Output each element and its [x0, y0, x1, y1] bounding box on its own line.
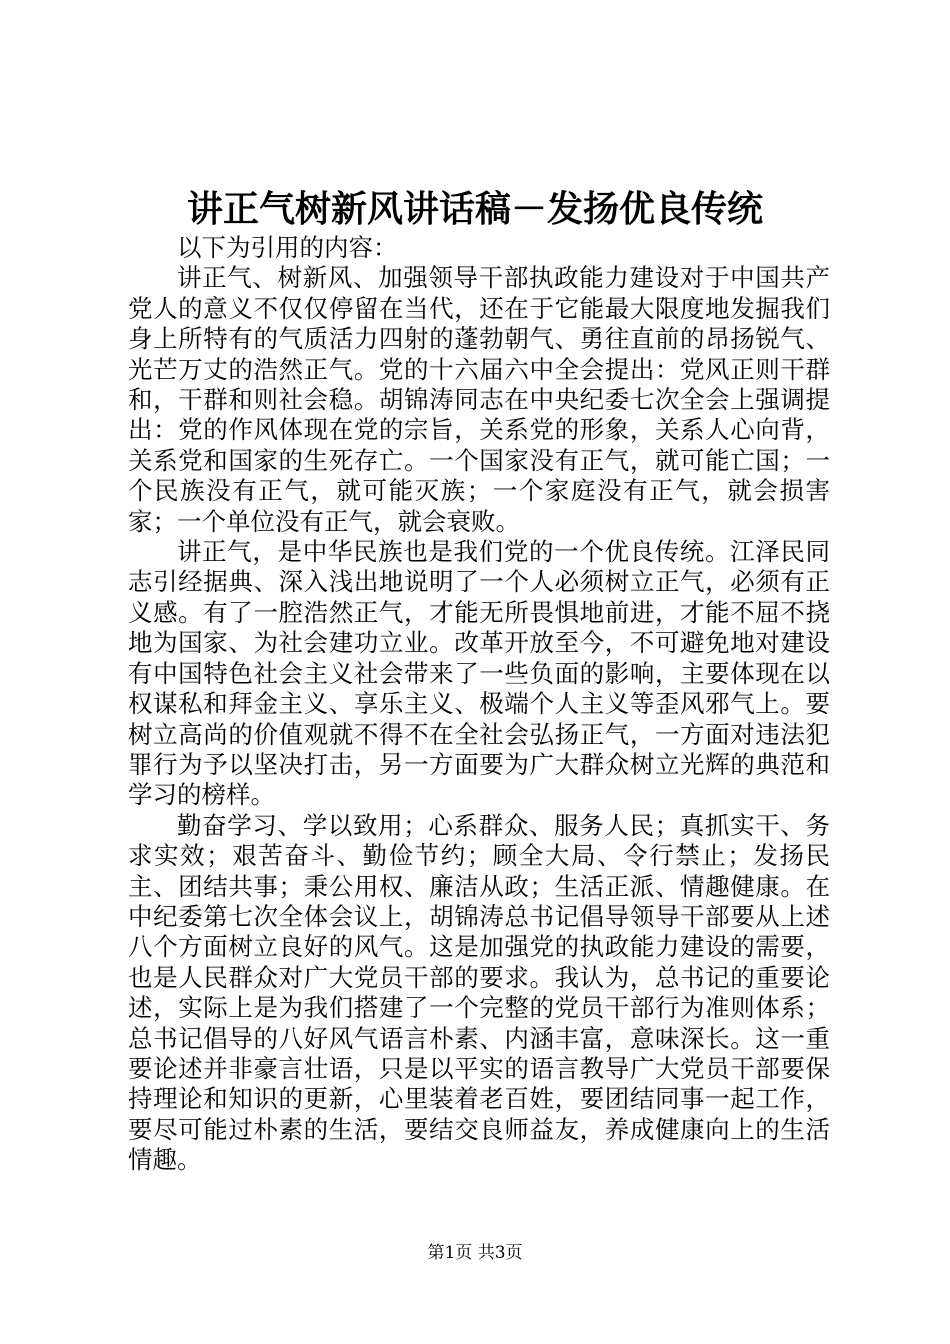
body-paragraph-2: 讲正气，是中华民族也是我们党的一个优良传统。江泽民同志引经据典、深入浅出地说明了一个人必须树立正气，必须有正义感。有了一腔浩然正气，才能无所畏惧地前进，才能不屈不挠地为国家、为社会建功立业。改革开放至今，不可避免地对建设有中国特色社会主义社会带来了一些负面的影响，主要体现在以权谋私和拜金主义、享乐主义、极端个人主义等歪风邪气上。要树立高尚的价值观就不得不在全社会弘扬正气，一方面对违法犯罪行为予以坚决打击，另一方面要为广大群众树立光辉的典范和学习的榜样。 [128, 537, 830, 810]
page-number-footer: 第1页 共3页 [427, 1243, 523, 1263]
body-paragraph-1: 讲正气、树新风、加强领导干部执政能力建设对于中国共产党人的意义不仅仅停留在当代，还在于它能最大限度地发掘我们身上所特有的气质活力四射的蓬勃朝气、勇往直前的昂扬锐气、光芒万丈的浩然正气。党的十六届六中全会提出：党风正则干群和，干群和则社会稳。胡锦涛同志在中央纪委七次全会上强调提出：党的作风体现在党的宗旨，关系党的形象，关系人心向背，关系党和国家的生死存亡。一个国家没有正气，就可能亡国；一个民族没有正气，就可能灭族；一个家庭没有正气，就会损害家；一个单位没有正气，就会衰败。 [128, 263, 830, 536]
intro-paragraph: 以下为引用的内容： [177, 233, 398, 262]
document-title: 讲正气树新风讲话稿－发扬优良传统 [186, 188, 763, 230]
document-body [128, 233, 830, 1176]
body-paragraph-3: 勤奋学习、学以致用；心系群众、服务人民；真抓实干、务求实效；艰苦奋斗、勤俭节约；顾全大局、令行禁止；发扬民主、团结共事；秉公用权、廉洁从政；生活正派、情趣健康。在中纪委第七次全体会议上，胡锦涛总书记倡导领导干部要从上述八个方面树立良好的风气。这是加强党的执政能力建设的需要，也是人民群众对广大党员干部的要求。我认为，总书记的重要论述，实际上是为我们搭建了一个完整的党员干部行为准则体系；总书记倡导的八好风气语言朴素、内涵丰富，意味深长。这一重要论述并非豪言壮语，只是以平实的语言教导广大党员干部要保持理论和知识的更新，心里装着老百姓，要团结同事一起工作，要尽可能过朴素的生活，要结交良师益友，养成健康向上的生活情趣。 [128, 810, 830, 1175]
